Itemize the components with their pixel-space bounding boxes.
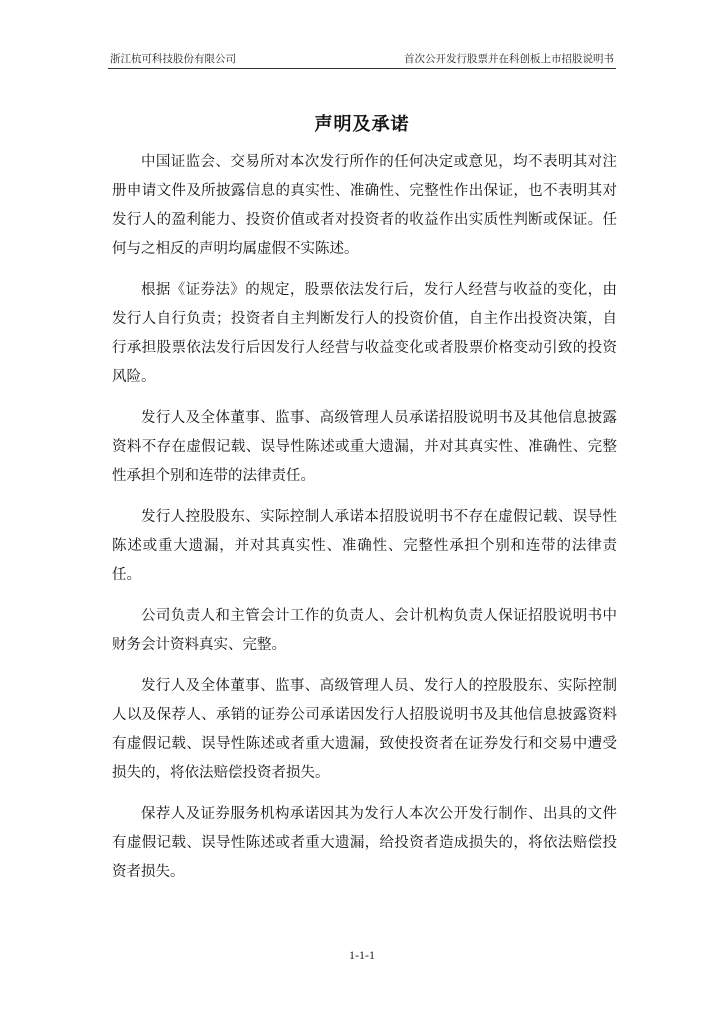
paragraph: 保荐人及证券服务机构承诺因其为发行人本次公开发行制作、出具的文件有虚假记载、误导性陈述或者重大遗漏，给投资者造成损失的，将依法赔偿投资者损失。 xyxy=(112,806,617,880)
page-number: 1-1-1 xyxy=(349,948,375,962)
header-document-title: 首次公开发行股票并在科创板上市招股说明书 xyxy=(404,53,614,65)
header-company-name: 浙江杭可科技股份有限公司 xyxy=(110,53,236,65)
paragraph: 发行人及全体董事、监事、高级管理人员承诺招股说明书及其他信息披露资料不存在虚假记载、误导性陈述或重大遗漏，并对其真实性、准确性、完整性承担个别和连带的法律责任。 xyxy=(112,410,617,484)
paragraph: 中国证监会、交易所对本次发行所作的任何决定或意见，均不表明其对注册申请文件及所披露信息的真实性、准确性、完整性作出保证，也不表明其对发行人的盈利能力、投资价值或者对投资者的收益作出实质性判断或保证。任何与之相反的声明均属虚假不实陈述。 xyxy=(112,154,617,257)
paragraph: 公司负责人和主管会计工作的负责人、会计机构负责人保证招股说明书中财务会计资料真实、完整。 xyxy=(112,608,617,653)
paragraph: 根据《证券法》的规定，股票依法发行后，发行人经营与收益的变化，由发行人自行负责；投资者自主判断发行人的投资价值，自主作出投资决策，自行承担股票依法发行后因发行人经营与收益变化或者股票价格变动引致的投资风险。 xyxy=(112,282,617,385)
page-header xyxy=(108,51,616,66)
document-body xyxy=(112,148,617,899)
header-divider xyxy=(108,68,616,69)
paragraph: 发行人控股股东、实际控制人承诺本招股说明书不存在虚假记载、误导性陈述或重大遗漏，并对其真实性、准确性、完整性承担个别和连带的法律责任。 xyxy=(112,509,617,583)
paragraph: 发行人及全体董事、监事、高级管理人员、发行人的控股股东、实际控制人以及保荐人、承销的证券公司承诺因发行人招股说明书及其他信息披露资料有虚假记载、误导性陈述或者重大遗漏，致使投资者在证券发行和交易中遭受损失的，将依法赔偿投资者损失。 xyxy=(112,678,617,781)
page-title: 声明及承诺 xyxy=(314,114,410,135)
